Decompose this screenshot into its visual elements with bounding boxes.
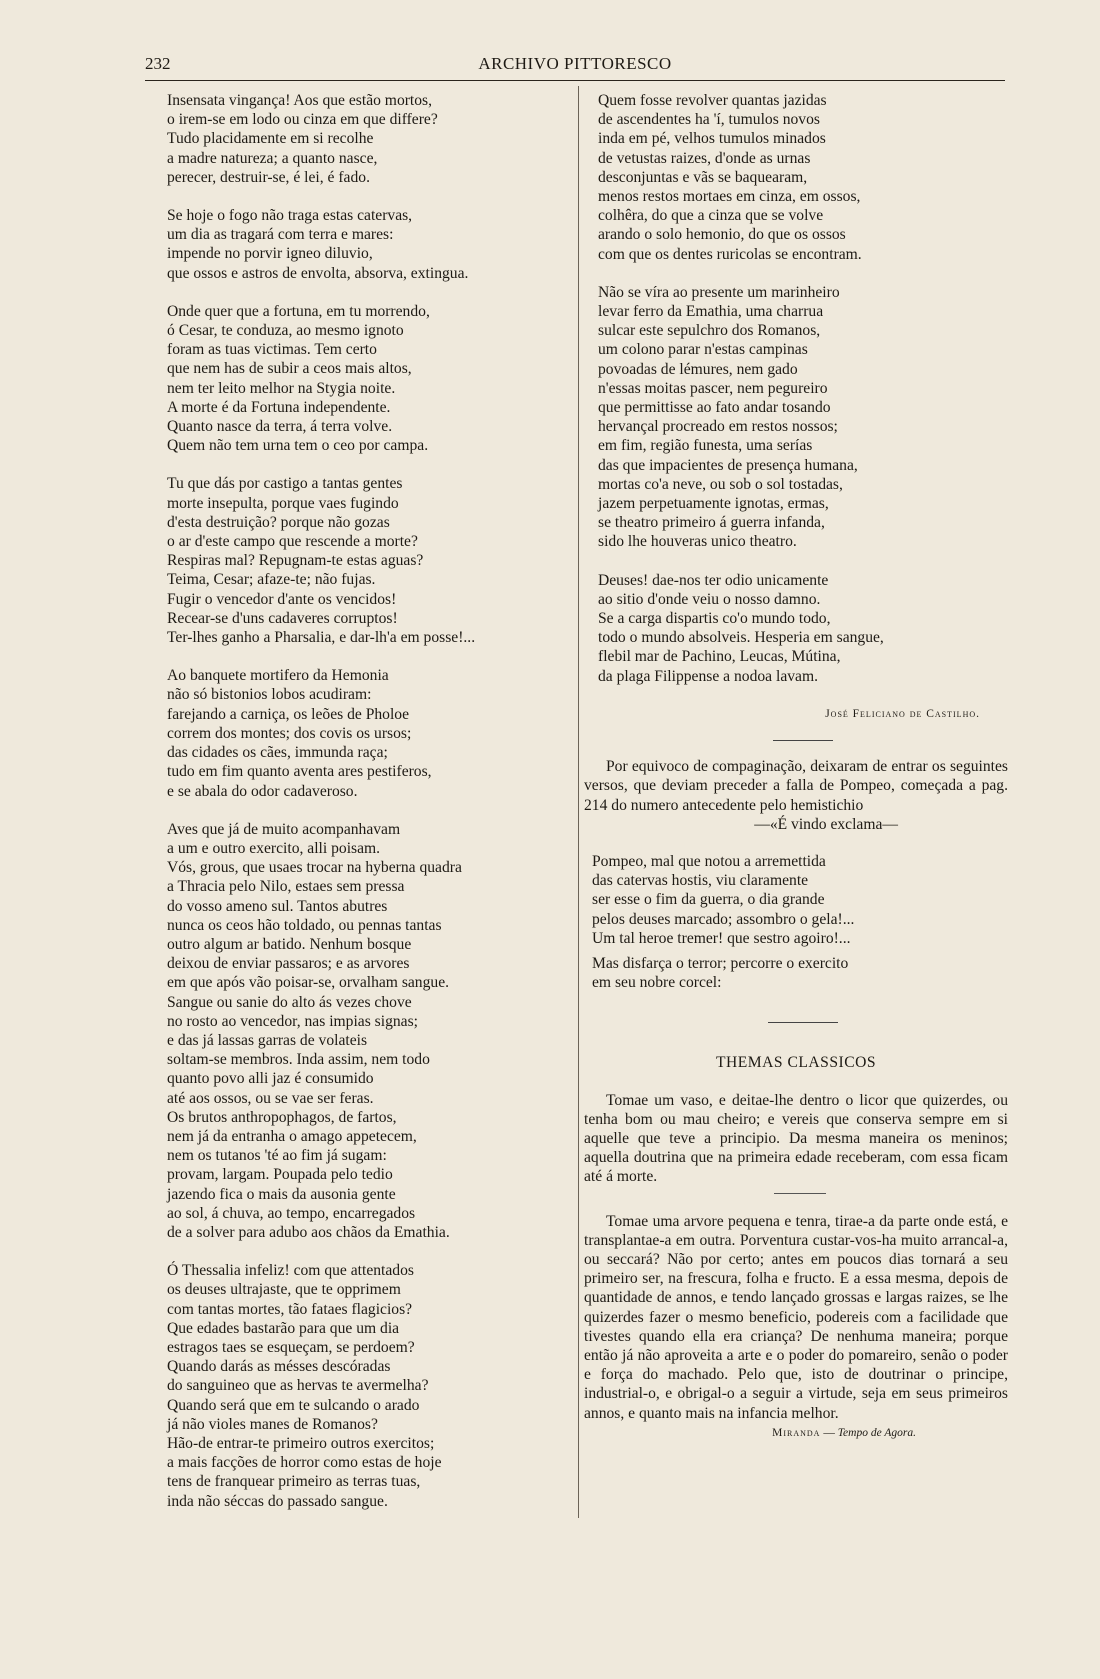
verse-line: nunca os ceos hão toldado, ou pennas tantas [167, 916, 442, 934]
verse-line: desconjuntas e vãs se baquearam, [598, 168, 808, 186]
verse-line: pelos deuses marcado; assombro o gela!... [592, 910, 855, 928]
verse-line: Recear-se d'uns cadaveres corruptos! [167, 609, 398, 627]
verse-line: povoadas de lémures, nem gado [598, 360, 798, 378]
themes-signature [584, 1424, 1008, 1443]
verse-line: deixou de enviar passaros; e as arvores [167, 955, 410, 973]
verse-line: em que após vão poisar-se, orvalham sangue. [167, 974, 450, 992]
verse-line: Quanto nasce da terra, á terra volve. [167, 418, 393, 436]
verse-line: até aos ossos, ou se vae ser feras. [167, 1089, 374, 1107]
verse-line: em fim, região funesta, uma serías [598, 437, 813, 455]
verse-line: Ó Thessalia infeliz! com que attentados [167, 1262, 414, 1280]
verse-line: Um tal heroe tremer! que sestro agoiro!... [592, 929, 851, 947]
verse-line: farejando a carniça, os leões de Pholoe [167, 705, 410, 723]
verse-line: já não violes manes de Romanos? [167, 1415, 378, 1433]
verse-line: e das já lassas garras de volateis [167, 1031, 368, 1049]
verse-line: nem os tutanos 'té ao fim já sugam: [167, 1147, 387, 1165]
verse-line: ser esse o fim da guerra, o dia grande [592, 891, 825, 909]
sig-author: Miranda [772, 1426, 821, 1439]
verse-line: da plaga Filippense a nodoa lavam. [598, 667, 818, 685]
verse-line: Que edades bastarão para que um dia [167, 1319, 400, 1337]
verse-line: das catervas hostis, viu claramente [592, 872, 809, 890]
verse-line: flebil mar de Pachino, Leucas, Mútina, [598, 648, 841, 666]
verse-line: foram as tuas victimas. Tem certo [167, 341, 377, 359]
section-title: THEMAS CLASSICOS [715, 1054, 877, 1072]
verse-line: provam, largam. Poupada pelo tedio [167, 1166, 393, 1184]
verse-line: Mas disfarça o terror; percorre o exercito [592, 954, 849, 972]
verse-line: tens de franquear primeiro as terras tuas, [167, 1473, 421, 1491]
running-title: ARCHIVO PITTORESCO [478, 54, 672, 73]
verse-line: menos restos mortaes em cinza, em ossos, [598, 188, 861, 206]
erratum-quote: —«É vindo exclama— [754, 815, 898, 833]
verse-line: Quem fosse revolver quantas jazidas [598, 92, 827, 109]
verse-line: se theatro primeiro á guerra infanda, [598, 514, 825, 532]
verse-line: a Thracia pelo Nilo, estaes sem pressa [167, 878, 405, 896]
themes-paragraph-2: Tomae uma arvore pequena e tenra, tirae-a da parte onde está, e transplantae-a em outra. Porventura custar-vos-ha muito arrancal-a, ou seccará? Não por certo; antes em poucos dias tornará a seu primeiro ser, na frescura, folha e fructo. E a essa mesma, depois de quantidade de annos, e tendo lançado grossas e largas raizes, se lhe quizerdes fazer o mesmo beneficio, podereis com a facilidade que tivestes quando ella era criança? De nenhuma maneira; porque então já não aproveita a arte e o poder do pomareiro, senão o poder e força do machado. Pelo que, isto de doutrinar o principe, industrial-o, e obrigal-o a seguir a virtude, seja em seus primeiros annos, e quanto mais na infancia melhor. [584, 1212, 1008, 1422]
divider-rule [773, 740, 833, 741]
erratum-paragraph: Por equivoco de compaginação, deixaram de entrar os seguintes versos, que deviam preceder a falla de Pompeo, começada a pag. 214 do numero antecedente pelo hemistichio [584, 758, 1008, 814]
verse-line: das cidades os cães, immunda raça; [167, 744, 388, 762]
verse-line: Insensata vingança! Aos que estão mortos, [167, 92, 433, 109]
verse-line: Hão-de entrar-te primeiro outros exercitos; [167, 1435, 435, 1452]
verse-line: mortas co'a neve, ou sob o sol tostadas, [598, 475, 843, 493]
erratum-note [584, 757, 1008, 992]
stanza [598, 571, 1008, 686]
page-header [145, 54, 1005, 81]
verse-line: outro algum ar batido. Nenhum bosque [167, 935, 412, 953]
verse-line: perecer, destruir-se, é lei, é fado. [167, 168, 370, 186]
verse-line: sido lhe houveras unico theatro. [598, 533, 797, 551]
verse-line: Tudo placidamente em si recolhe [167, 130, 374, 148]
verse-line: sulcar este sepulchro dos Romanos, [598, 322, 821, 340]
verse-line: Pompeo, mal que notou a arremettida [592, 852, 826, 870]
verse-line: quanto povo alli jaz é consumido [167, 1070, 374, 1088]
column-divider [578, 86, 579, 1518]
verse-line: das que impacientes de presença humana, [598, 456, 858, 474]
verse-line: estragos taes se esqueçam, se perdoem? [167, 1338, 415, 1356]
verse-line: Quando será que em te sulcando o arado [167, 1396, 420, 1414]
verse-line: o ar d'este campo que rescende a morte? [167, 533, 418, 551]
stanza [598, 91, 1008, 264]
verse-line: que nem has de subir a ceos mais altos, [167, 360, 412, 378]
verse-line: que ossos e astros de envolta, absorva, extingua. [167, 264, 469, 282]
stanza [167, 206, 567, 283]
verse-line: n'essas moitas pascer, nem pegureiro [598, 379, 828, 397]
verse-line: Fugir o vencedor d'ante os vencidos! [167, 590, 397, 608]
verse-line: a mais facções de horror como estas de hoje [167, 1454, 442, 1472]
erratum-verse [592, 852, 1008, 948]
verse-line: Aves que já de muito acompanhavam [167, 820, 401, 838]
verse-line: um dia as tragará com terra e mares: [167, 226, 394, 244]
right-poem [598, 91, 1008, 686]
verse-line: em seu nobre corcel: [592, 974, 722, 992]
left-column [167, 91, 567, 1530]
verse-line: Onde quer que a fortuna, em tu morrendo, [167, 302, 430, 320]
verse-line: a madre natureza; a quanto nasce, [167, 149, 378, 167]
verse-line: Se a carga dispartis co'o mundo todo, [598, 610, 831, 628]
verse-line: do sanguineo que as hervas te avermelha? [167, 1377, 429, 1395]
themes-section [584, 1053, 1008, 1443]
verse-line: Quando darás as mésses descóradas [167, 1358, 391, 1376]
verse-line: Tu que dás por castigo a tantas gentes [167, 475, 403, 493]
verse-line: ao sitio d'onde veiu o nosso damno. [598, 590, 821, 608]
verse-line: Não se víra ao presente um marinheiro [598, 283, 840, 301]
stanza [167, 666, 567, 800]
poem-signature [598, 705, 1008, 724]
verse-line: Os brutos anthropophagos, de fartos, [167, 1108, 397, 1126]
verse-line: Respiras mal? Repugnam-te estas aguas? [167, 552, 424, 570]
verse-line: jazem perpetuamente ignotas, ermas, [598, 495, 829, 513]
verse-line: um colono parar n'estas campinas [598, 341, 808, 359]
verse-line: jazendo fica o mais da ausonia gente [167, 1185, 396, 1203]
verse-line: d'esta destruição? porque não gozas [167, 513, 390, 531]
verse-line: Sangue ou sanie do alto ás vezes chove [167, 993, 412, 1011]
verse-line: Ter-lhes ganho a Pharsalia, e dar-lh'a em posse!... [167, 629, 476, 647]
stanza [167, 302, 567, 456]
page-number: 232 [145, 54, 171, 73]
verse-line: Deuses! dae-nos ter odio unicamente [598, 571, 829, 589]
verse-line: o irem-se em lodo ou cinza em que differe? [167, 111, 438, 129]
verse-line: não só bistonios lobos acudiram: [167, 686, 372, 704]
verse-line: todo o mundo absolveis. Hesperia em sangue, [598, 629, 884, 647]
verse-line: ó Cesar, te conduza, ao mesmo ignoto [167, 322, 404, 340]
verse-line: impende no porvir igneo diluvio, [167, 245, 373, 263]
erratum-verse-cont [592, 954, 1008, 992]
verse-line: Teima, Cesar; afaze-te; não fujas. [167, 571, 376, 589]
verse-line: nem já da entranha o amago appetecem, [167, 1127, 417, 1145]
verse-line: A morte é da Fortuna independente. [167, 398, 391, 416]
verse-line: colhêra, do que a cinza que se volve [598, 207, 824, 225]
verse-line: soltam-se membros. Inda assim, nem todo [167, 1051, 430, 1069]
verse-line: morte insepulta, porque vaes fugindo [167, 494, 399, 512]
verse-line: a um e outro exercito, alli poisam. [167, 839, 381, 857]
stanza [167, 820, 567, 1242]
verse-line: do vosso ameno sul. Tantos abutres [167, 897, 388, 915]
verse-line: correm dos montes; dos covis os ursos; [167, 724, 412, 742]
stanza [167, 91, 567, 187]
verse-line: de vetustas raizes, d'onde as urnas [598, 149, 811, 167]
verse-line: de a solver para adubo aos chãos da Emathia. [167, 1223, 450, 1241]
verse-line: Quem não tem urna tem o ceo por campa. [167, 437, 429, 455]
verse-line: Ao banquete mortifero da Hemonia [167, 667, 389, 685]
verse-line: que permittisse ao fato andar tosando [598, 399, 831, 417]
verse-line: arando o solo hemonio, do que os ossos [598, 226, 846, 244]
verse-line: com que os dentes ruricolas se encontram. [598, 245, 862, 263]
divider-rule-2 [768, 1022, 838, 1023]
themes-paragraph-1: Tomae um vaso, e deitae-lhe dentro o licor que quizerdes, ou tenha bom ou mau cheiro; e vereis que conserva sempre em si aquelle que teve a principio. Da mesma maneira os meninos; aquella doutrina que na primeira edade receberam, com essa ficam até á morte. [584, 1091, 1008, 1186]
verse-line: os deuses ultrajaste, que te opprimem [167, 1281, 401, 1299]
verse-line: tudo em fim quanto aventa ares pestiferos, [167, 763, 432, 781]
verse-line: Se hoje o fogo não traga estas catervas, [167, 207, 413, 225]
verse-line: com tantas mortes, tão fataes flagicios? [167, 1300, 413, 1318]
verse-line: inda em pé, velhos tumulos minados [598, 130, 826, 148]
verse-line: ao sol, á chuva, ao tempo, encarregados [167, 1204, 416, 1222]
verse-line: hervançal procreado em restos nossos; [598, 418, 838, 436]
sig-work: Tempo de Agora. [837, 1426, 916, 1439]
signature-text: José Feliciano de Castilho. [825, 707, 980, 720]
stanza [167, 474, 567, 647]
verse-line: Vós, grous, que usaes trocar na hyberna quadra [167, 859, 462, 877]
stanza [598, 283, 1008, 552]
right-column [584, 91, 1008, 1443]
short-rule [774, 1193, 826, 1194]
verse-line: e se abala do odor cadaveroso. [167, 782, 358, 800]
verse-line: de ascendentes ha 'í, tumulos novos [598, 111, 820, 129]
stanza [167, 1261, 567, 1511]
verse-line: inda não séccas do passado sangue. [167, 1492, 388, 1510]
sig-separator: — [820, 1426, 838, 1439]
verse-line: no rosto ao vencedor, nas impias signas; [167, 1012, 418, 1030]
verse-line: levar ferro da Emathia, uma charrua [598, 303, 824, 321]
verse-line: nem ter leito melhor na Stygia noite. [167, 379, 396, 397]
